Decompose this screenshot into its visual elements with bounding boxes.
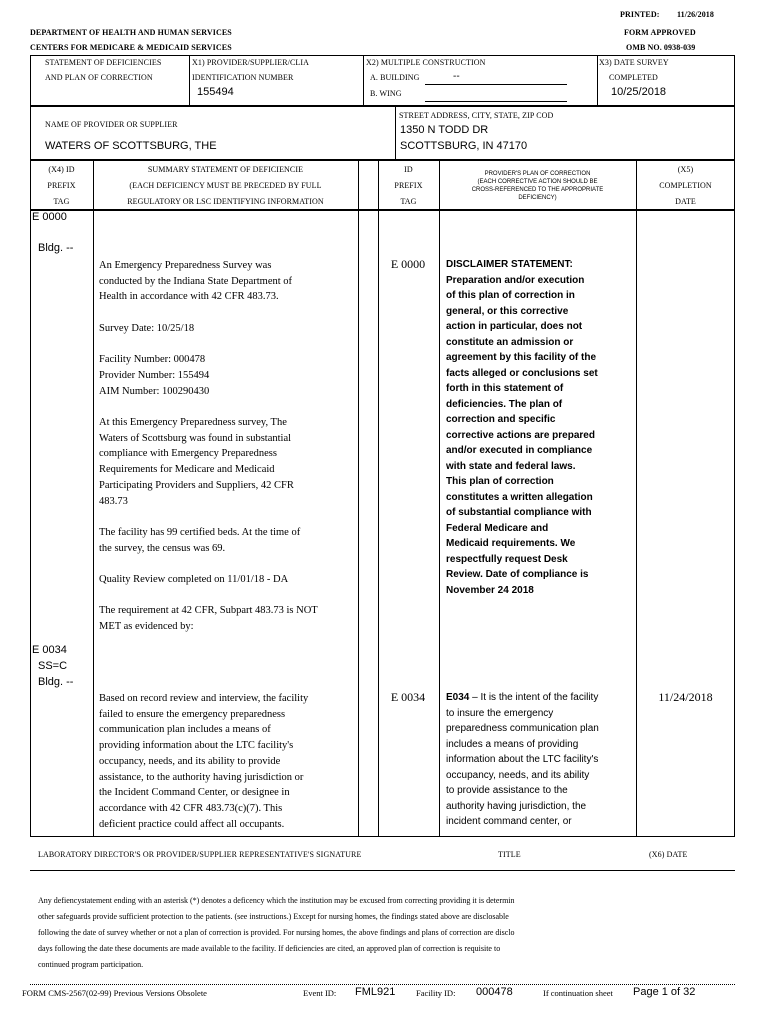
- x4-header-1: (X4) ID: [48, 165, 75, 174]
- address-label: STREET ADDRESS, CITY, STATE, ZIP COD: [399, 111, 554, 120]
- summary-header-2: (EACH DEFICIENCY MUST BE PRECEDED BY FULL: [129, 181, 322, 190]
- x4-header-3: TAG: [53, 197, 70, 206]
- plan-header-1: PROVIDER'S PLAN OF CORRECTION: [484, 171, 591, 177]
- disclaimer-line-3: following the date of survey whether or not a plan of correction is provided. For nursing homes, the above findings and plans of correction are disclo: [38, 928, 515, 937]
- x4-header-2: PREFIX: [47, 181, 76, 190]
- id-header-2: PREFIX: [394, 181, 423, 190]
- provider-name: WATERS OF SCOTTSBURG, THE: [45, 140, 217, 152]
- form-number: FORM CMS-2567(02-99) Previous Versions Obsolete: [22, 988, 207, 998]
- provider-name-label: NAME OF PROVIDER OR SUPPLIER: [45, 120, 178, 129]
- summary-header-3: REGULATORY OR LSC IDENTIFYING INFORMATION: [127, 197, 324, 206]
- x5-header-3: DATE: [675, 197, 696, 206]
- department-name: DEPARTMENT OF HEALTH AND HUMAN SERVICES: [30, 28, 232, 37]
- centers-name: CENTERS FOR MEDICARE & MEDICAID SERVICES: [30, 43, 232, 52]
- statement-label-2: AND PLAN OF CORRECTION: [45, 73, 153, 82]
- correction-e0034-text: – It is the intent of the facility to insure the emergency preparedness communication plan includes a means of providing information about the LTC facility's occupancy, needs, and its ability to provide assistance to the authority having jurisdiction, the incident command center, or: [446, 692, 599, 827]
- bldg-e0034: Bldg. --: [38, 676, 74, 688]
- address-line-2: SCOTTSBURG, IN 47170: [400, 140, 528, 152]
- continuation-label: If continuation sheet: [543, 988, 613, 998]
- correction-e0000: DISCLAIMER STATEMENT: Preparation and/or execution of this plan of correction in general, or this corrective action in particular, does not constitute an admission or agreement by this facility of the facts alleged or conclusions set forth in this statement of deficiencies. The plan of correction and specific corrective actions are prepared and/or executed in compliance with state and federal laws. This plan of correction constitutes a written allegation of substantial compliance with Federal Medicare and Medicaid requirements. We respectfully request Desk Review. Date of compliance is November 24 2018: [446, 259, 598, 596]
- bldg-e0000: Bldg. --: [38, 242, 74, 254]
- x1-label-2: IDENTIFICATION NUMBER: [192, 73, 294, 82]
- survey-date: 10/25/2018: [611, 86, 667, 98]
- statement-label-1: STATEMENT OF DEFICIENCIES: [45, 58, 162, 67]
- x1-label-1: X1) PROVIDER/SUPPLIER/CLIA: [192, 58, 310, 67]
- x5-header-2: COMPLETION: [659, 181, 712, 190]
- id-tag-e0000: E 0000: [390, 257, 426, 271]
- provider-id-number: 155494: [197, 86, 234, 98]
- signature-label: LABORATORY DIRECTOR'S OR PROVIDER/SUPPLIER REPRESENTATIVE'S SIGNATURE: [38, 850, 362, 859]
- plan-header-2: (EACH CORRECTIVE ACTION SHOULD BE: [477, 179, 598, 185]
- x2-label: X2) MULTIPLE CONSTRUCTION: [366, 58, 486, 67]
- x5-header-1: (X5): [677, 165, 694, 174]
- facility-id-value: 000478: [476, 986, 513, 998]
- tag-e0034: E 0034: [32, 644, 67, 656]
- form-approved: FORM APPROVED: [624, 28, 696, 37]
- title-label: TITLE: [498, 850, 521, 859]
- printed-date: 11/26/2018: [677, 10, 715, 19]
- event-id-value: FML921: [355, 986, 396, 998]
- disclaimer-line-2: other safeguards provide sufficient protection to the patients. (see instructions.) Except for nursing homes, the findings stated above are disclosable: [38, 912, 509, 921]
- date-label: (X6) DATE: [649, 850, 688, 859]
- facility-id-label: Facility ID:: [416, 988, 456, 998]
- completion-date-e0034: 11/24/2018: [658, 690, 713, 704]
- building-value: --: [453, 71, 460, 82]
- x3-label-1: X3) DATE SURVEY: [599, 58, 669, 67]
- disclaimer-line-1: Any defiencystatement ending with an asterisk (*) denotes a deficency which the institution may be excused from correcting providing it is determin: [38, 896, 515, 905]
- wing-label: B. WING: [370, 89, 402, 98]
- id-tag-e0034: E 0034: [390, 690, 426, 704]
- building-label: A. BUILDING: [370, 73, 420, 82]
- event-id-label: Event ID:: [303, 988, 337, 998]
- ss-e0034: SS=C: [38, 660, 68, 672]
- disclaimer-line-4: days following the date these documents are made available to the facility. If deficiencies are cited, an approved plan of correction is requisite to: [38, 944, 501, 953]
- printed-label: PRINTED:: [620, 10, 660, 19]
- summary-header-1: SUMMARY STATEMENT OF DEFICIENCIE: [147, 165, 304, 174]
- plan-header-4: DEFICIENCY): [518, 195, 557, 201]
- id-header-3: TAG: [400, 197, 417, 206]
- summary-e0000: An Emergency Preparedness Survey was conducted by the Indiana State Department of Health in accordance with 42 CFR 483.73. Survey Date: 10/25/18 Facility Number: 000478 Provider Number: 155494 AIM Number: 100290430 At this Emergency Preparedness survey, The Waters of Scottsburg was found in substantial compliance with Emergency Preparedness Requirements for Medicare and Medicaid Participating Providers and Suppliers, 42 CFR 483.73 The facility has 99 certified beds. At the time of the survey, the census was 69. Quality Review completed on 11/01/18 - DA The requirement at 42 CFR, Subpart 483.73 is NOT MET as evidenced by:: [99, 260, 318, 633]
- correction-e0034-lead: E034: [446, 692, 470, 703]
- tag-e0000: E 0000: [32, 211, 67, 223]
- x3-label-2: COMPLETED: [609, 73, 658, 82]
- address-line-1: 1350 N TODD DR: [400, 124, 489, 136]
- correction-e0034: [446, 690, 634, 830]
- summary-e0034: Based on record review and interview, the facility failed to ensure the emergency preparedness communication plan includes a means of providing information about the LTC facility's occupancy, needs, and its ability to provide assistance, to the authority having jurisdiction or the Incident Command Center, or designee in accordance with 42 CFR 483.73(c)(7). This deficient practice could affect all occupants.: [99, 693, 309, 830]
- disclaimer-line-5: continued program participation.: [38, 960, 144, 969]
- plan-header-3: CROSS-REFERENCED TO THE APPROPRIATE: [471, 187, 604, 193]
- page-number: Page 1 of 32: [633, 986, 696, 998]
- id-header-1: ID: [404, 165, 413, 174]
- omb-number: OMB NO. 0938-039: [626, 43, 696, 52]
